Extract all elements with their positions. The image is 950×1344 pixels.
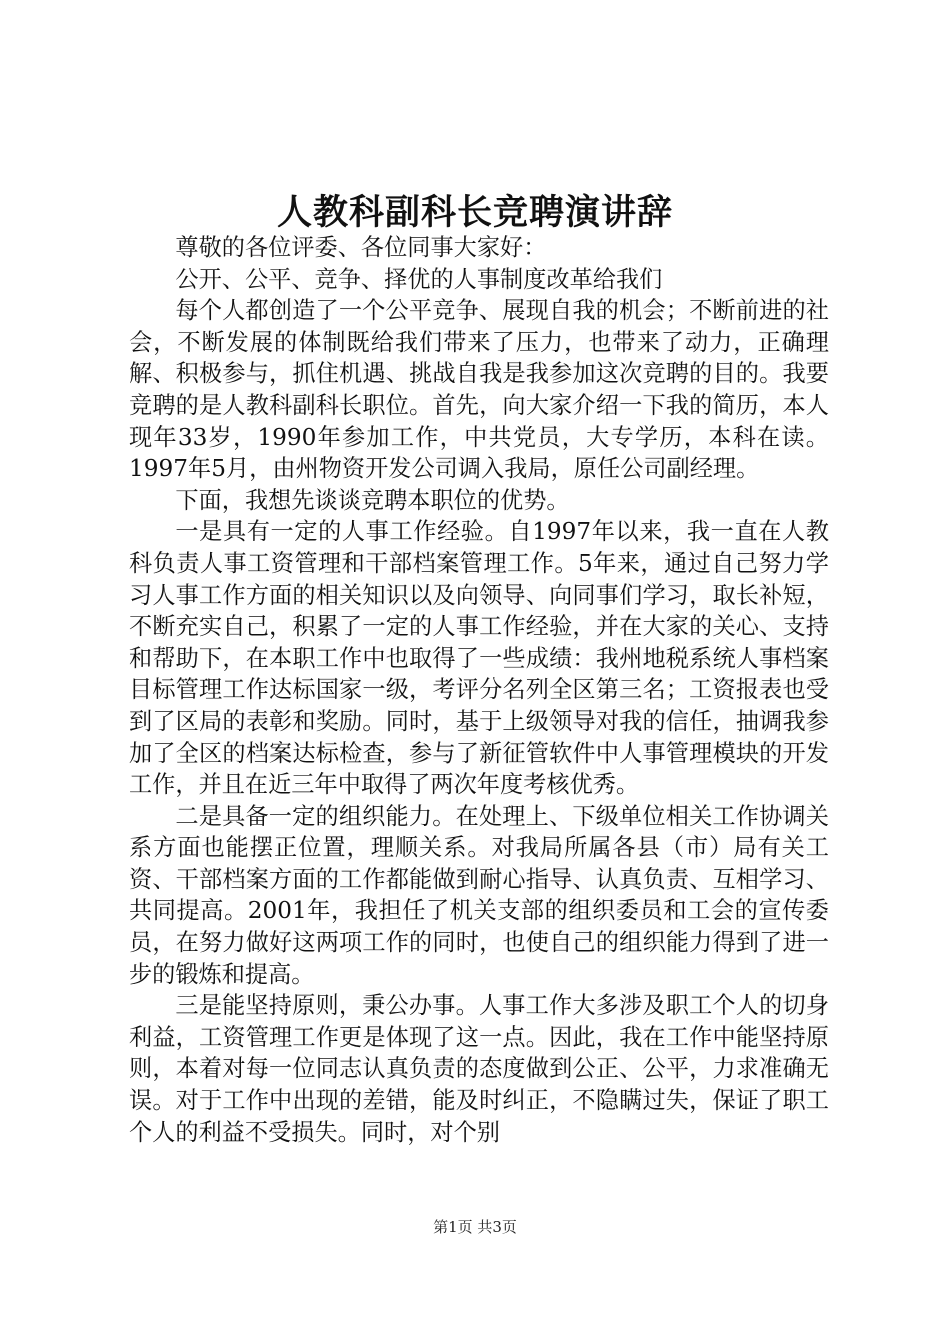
paragraph-experience: 一是具有一定的人事工作经验。自1997年以来，我一直在人教科负责人事工资管理和干部档案管理工作。5年来，通过自己努力学习人事工作方面的相关知识以及向领导、向同事们学习，取长补短，不断充实自己，积累了一定的人事工作经验，并在大家的关心、支持和帮助下，在本职工作中也取得了一些成绩：我州地税系统人事档案目标管理工作达标国家一级，考评分名列全区第三名；工资报表也受到了区局的表彰和奖励。同时，基于上级领导对我的信任，抽调我参加了全区的档案达标检查，参与了新征管软件中人事管理模块的开发工作，并且在近三年中取得了两次年度考核优秀。 bbox=[129, 518, 829, 799]
paragraph-transition: 下面，我想先谈谈竞聘本职位的优势。 bbox=[175, 486, 570, 514]
page-number: 第1页 共3页 bbox=[433, 1218, 517, 1236]
paragraph-principle: 三是能坚持原则，秉公办事。人事工作大多涉及职工个人的切身利益，工资管理工作更是体现了这一点。因此，我在工作中能坚持原则，本着对每一位同志认真负责的态度做到公正、公平，力求准确无误。对于工作中出现的差错，能及时纠正，不隐瞒过失，保证了职工个人的利益不受损失。同时，对个别 bbox=[129, 992, 829, 1146]
paragraph-organization: 二是具备一定的组织能力。在处理上、下级单位相关工作协调关系方面也能摆正位置，理顺关系。对我局所属各县（市）局有关工资、干部档案方面的工作都能做到耐心指导、认真负责、互相学习、共同提高。2001年，我担任了机关支部的组织委员和工会的宣传委员，在努力做好这两项工作的同时，也使自己的组织能力得到了进一步的锻炼和提高。 bbox=[129, 802, 829, 988]
paragraph-greeting: 尊敬的各位评委、各位同事大家好： bbox=[175, 234, 547, 261]
document-title: 人教科副科长竞聘演讲辞 bbox=[276, 192, 673, 233]
document-body bbox=[129, 232, 829, 1148]
paragraph-background: 每个人都创造了一个公平竞争、展现自我的机会；不断前进的社会，不断发展的体制既给我们带来了压力，也带来了动力，正确理解、积极参与，抓住机遇、挑战自我是我参加这次竞聘的目的。我要竞聘的是人教科副科长职位。首先，向大家介绍一下我的简历，本人现年33岁，1990年参加工作，中共党员，大专学历，本科在读。1997年5月，由州物资开发公司调入我局，原任公司副经理。 bbox=[129, 297, 829, 483]
paragraph-intro: 公开、公平、竞争、择优的人事制度改革给我们 bbox=[175, 265, 663, 293]
